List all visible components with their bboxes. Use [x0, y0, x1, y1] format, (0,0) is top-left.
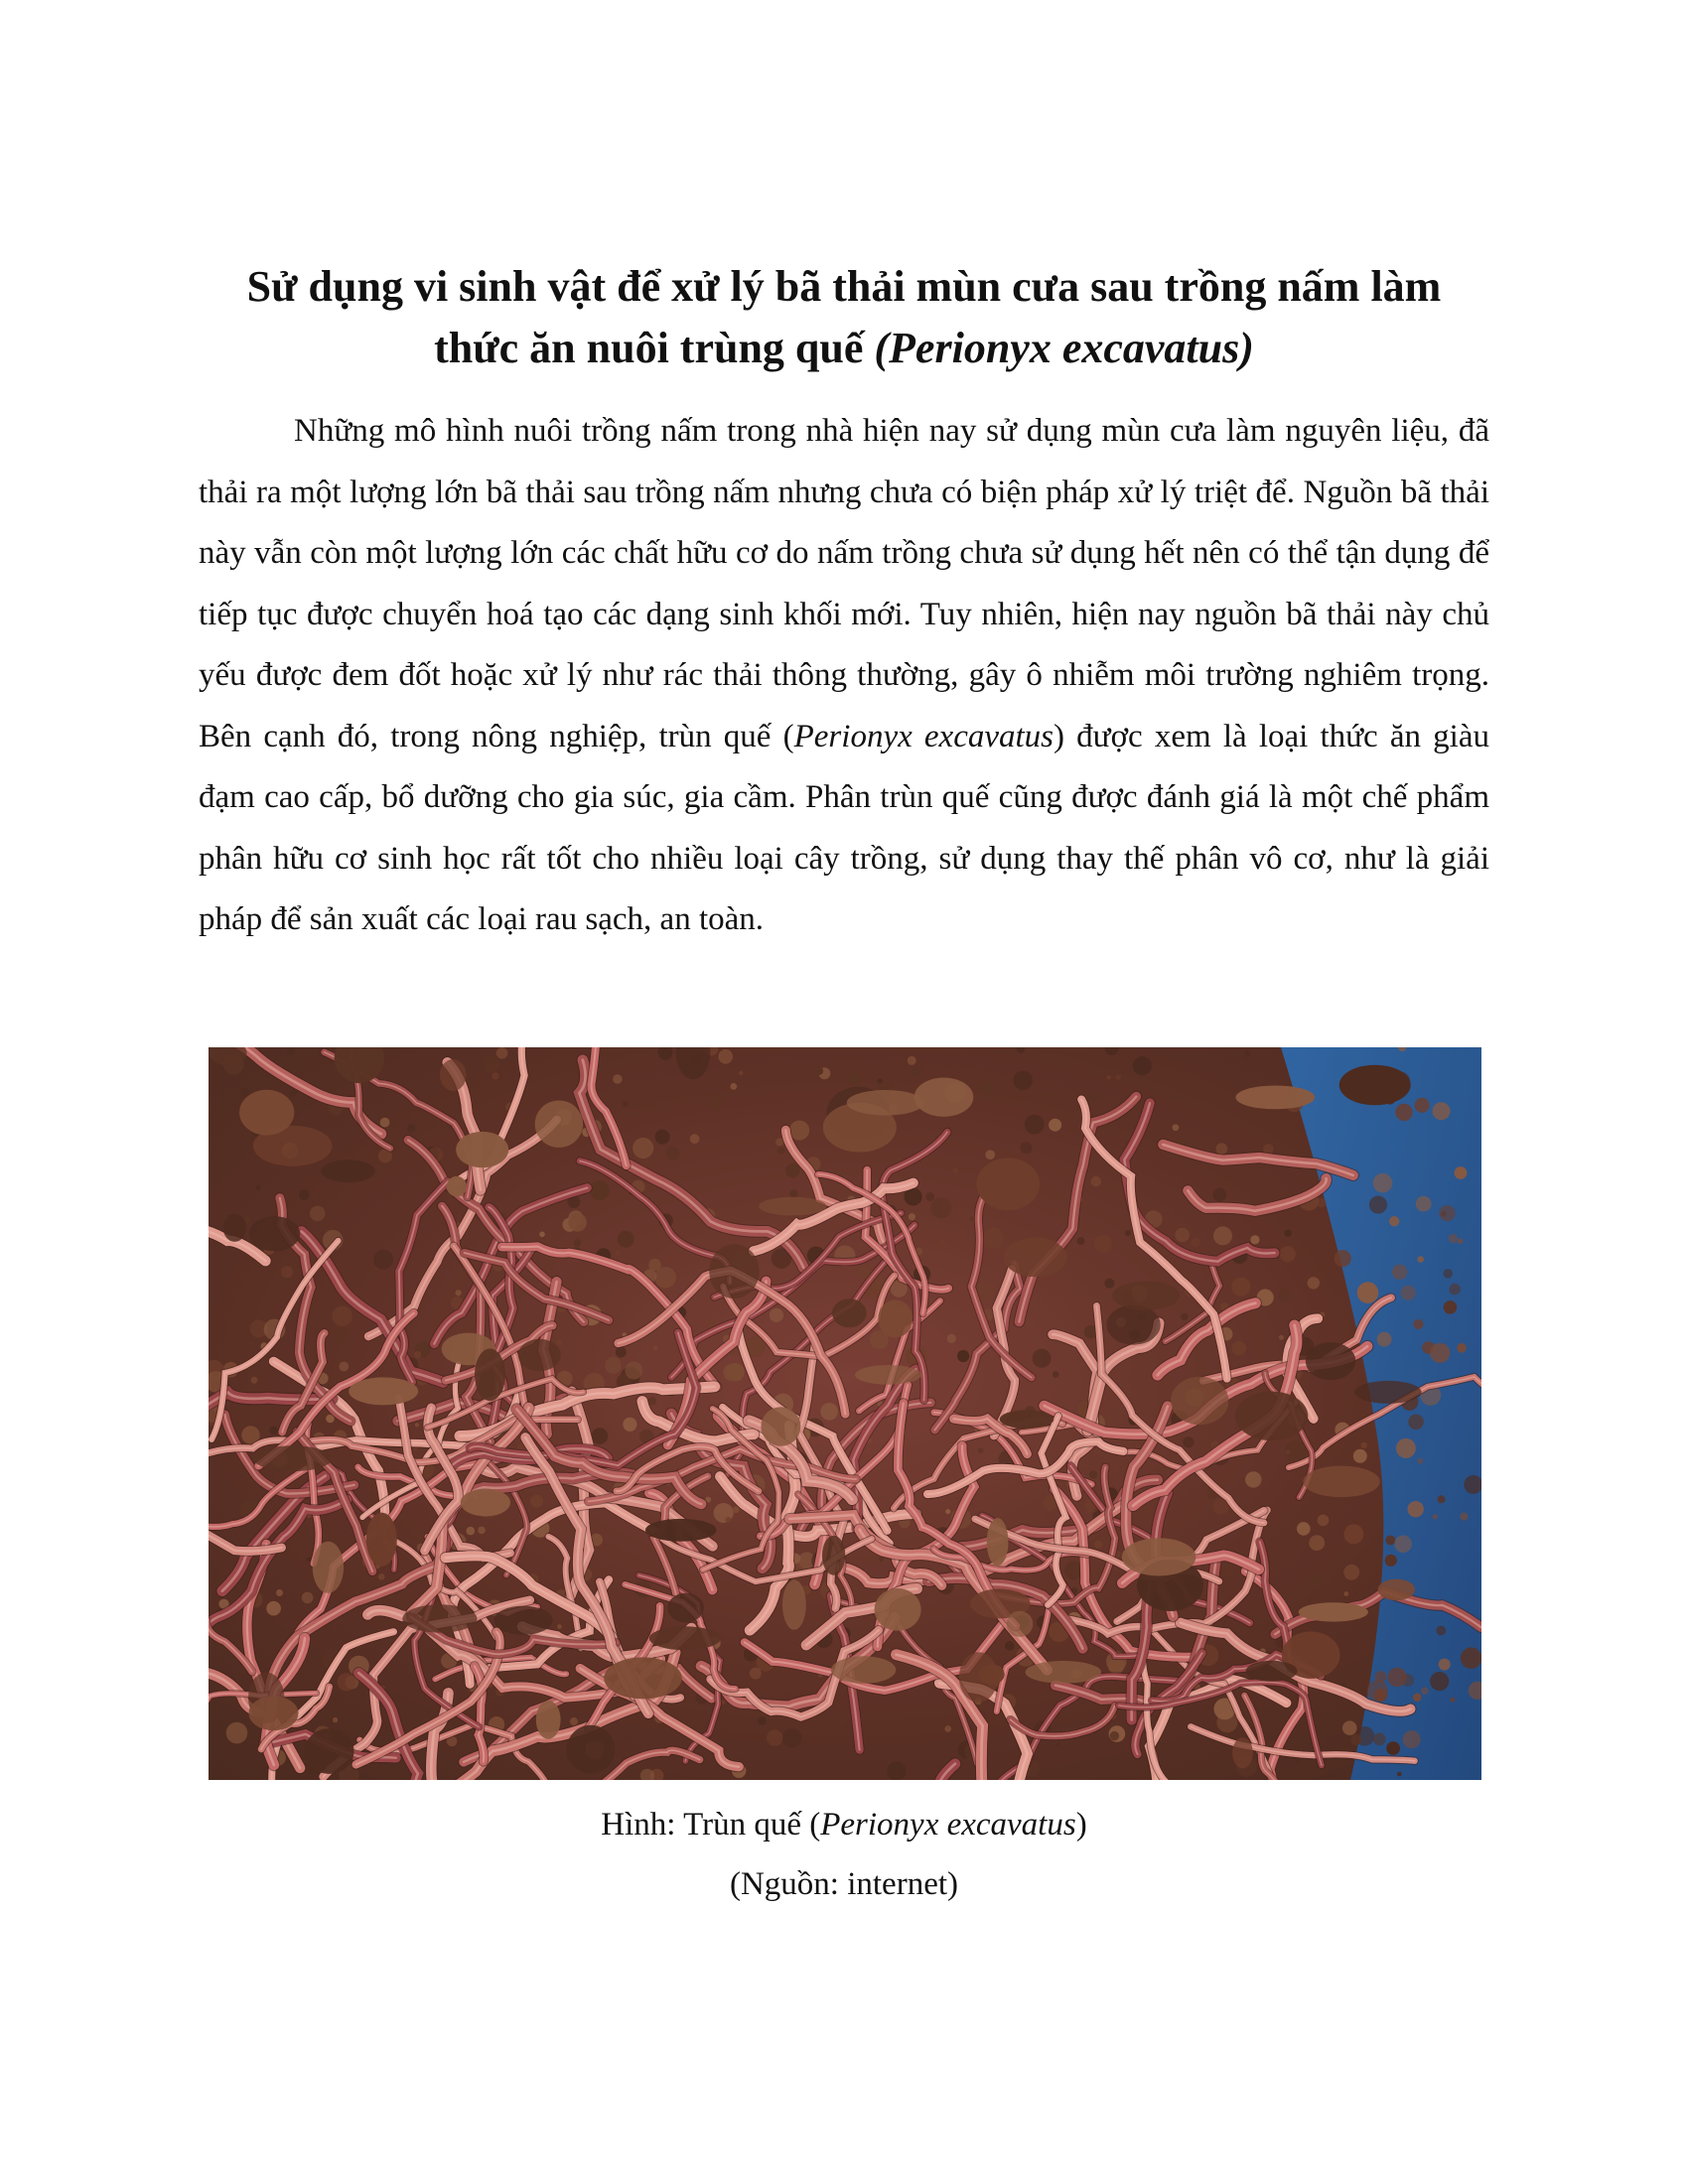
compost-clump: [979, 1665, 1005, 1685]
compost-clump: [1007, 1611, 1034, 1637]
compost-clump: [440, 1059, 467, 1091]
compost-clump: [1235, 1392, 1308, 1441]
compost-clump: [855, 1365, 921, 1385]
caption-text-start: Hình: Trùn quế (: [601, 1807, 821, 1843]
compost-clump: [494, 1606, 553, 1635]
body-text-part-2: ) được xem là loại thức ăn giàu đạm cao cấp, bổ dưỡng cho gia súc, gia cầm. Phân trùn quế cũng được đánh giá là một chế phẩm phân hữu cơ sinh học rất tốt cho nhiều loại cây trồng, sử dụng thay thế phân vô cơ, như là giải pháp để sản xuất các loại rau sạch, an toàn.: [199, 718, 1489, 937]
figure-caption: [199, 1795, 1489, 1914]
compost-clump: [349, 1377, 418, 1405]
title-species-name: (Perionyx excavatus): [874, 324, 1254, 372]
compost-clump: [1232, 1737, 1253, 1768]
compost-clump: [1246, 1661, 1298, 1682]
compost-clump: [1026, 1661, 1101, 1684]
compost-clump: [875, 1588, 921, 1631]
compost-clump: [535, 1101, 583, 1148]
compost-clump: [831, 1656, 896, 1684]
earthworm-photo: [209, 1047, 1481, 1780]
compost-clump: [645, 1519, 717, 1542]
body-text-part-1: Những mô hình nuôi trồng nấm trong nhà hiện nay sử dụng mùn cưa làm nguyên liệu, đã thải ra một lượng lớn bã thải sau trồng nấm nhưng chưa có biện pháp xử lý triệt để. Nguồn bã thải này vẫn còn một lượng lớn các chất hữu cơ do nấm trồng chưa sử dụng hết nên có thể tận dụng để tiếp tục được chuyển hoá tạo các dạng sinh khối mới. Tuy nhiên, hiện nay nguồn bã thải này chủ yếu được đem đốt hoặc xử lý như rác thải thông thường, gây ô nhiễm môi trường nghiêm trọng. Bên cạnh đó, trong nông nghiệp, trùn quế (: [199, 413, 1489, 754]
compost-clump: [1112, 1281, 1180, 1310]
title-line-2-text: thức ăn nuôi trùng quế: [434, 324, 875, 372]
earthworm-photo-illustration: [209, 1047, 1481, 1780]
caption-text-end: ): [1075, 1807, 1087, 1843]
compost-clump: [1306, 1342, 1355, 1380]
compost-clump: [402, 1604, 477, 1632]
compost-clump: [366, 1513, 397, 1567]
compost-clump: [253, 1445, 332, 1471]
caption-source: (Nguồn: internet): [729, 1866, 959, 1902]
compost-clump: [1303, 1466, 1379, 1498]
title-line-2: [199, 318, 1489, 379]
compost-clump: [1000, 1410, 1054, 1429]
compost-clump: [456, 1132, 508, 1167]
compost-clump: [987, 1518, 1009, 1566]
compost-clump: [649, 1626, 721, 1650]
compost-clump: [761, 1407, 800, 1445]
compost-clump: [782, 1579, 806, 1629]
body-paragraph: [199, 401, 1489, 951]
compost-clump: [249, 1696, 299, 1730]
compost-clump: [313, 1542, 344, 1593]
compost-clump: [1107, 1305, 1161, 1345]
caption-line-1: [199, 1795, 1489, 1854]
compost-clump: [832, 1298, 867, 1327]
compost-clump: [223, 1214, 246, 1242]
compost-clump: [709, 1244, 759, 1298]
compost-clump: [536, 1701, 561, 1739]
compost-clump: [321, 1160, 375, 1182]
compost-clump: [447, 1176, 467, 1197]
compost-clump: [604, 1657, 682, 1699]
compost-clump: [567, 1725, 616, 1774]
compost-clump: [914, 1078, 974, 1117]
compost-clump: [1004, 1238, 1067, 1278]
compost-clump: [976, 1158, 1040, 1210]
compost-clump: [475, 1349, 505, 1402]
compost-clump: [667, 1593, 703, 1623]
title-line-1: Sử dụng vi sinh vật để xử lý bã thải mùn cưa sau trồng nấm làm: [246, 262, 1442, 311]
compost-clump: [239, 1090, 294, 1136]
compost-clump: [1171, 1377, 1228, 1425]
body-species-name: Perionyx excavatus: [793, 718, 1055, 754]
compost-clump: [1339, 1065, 1411, 1106]
compost-clump: [1378, 1579, 1415, 1601]
compost-clump: [878, 1299, 913, 1337]
document-title: [199, 256, 1489, 379]
compost-clump: [1235, 1086, 1315, 1110]
compost-clump: [1122, 1538, 1196, 1575]
compost-clump: [822, 1536, 845, 1575]
compost-clump: [1354, 1381, 1421, 1404]
caption-species-name: Perionyx excavatus: [820, 1807, 1076, 1843]
compost-clump: [305, 1728, 354, 1774]
compost-clump: [759, 1197, 826, 1216]
compost-clump: [1299, 1602, 1368, 1621]
compost-clump: [518, 1339, 561, 1371]
compost-clump: [847, 1090, 924, 1116]
compost-clump: [249, 1216, 300, 1251]
compost-clump: [461, 1489, 510, 1517]
